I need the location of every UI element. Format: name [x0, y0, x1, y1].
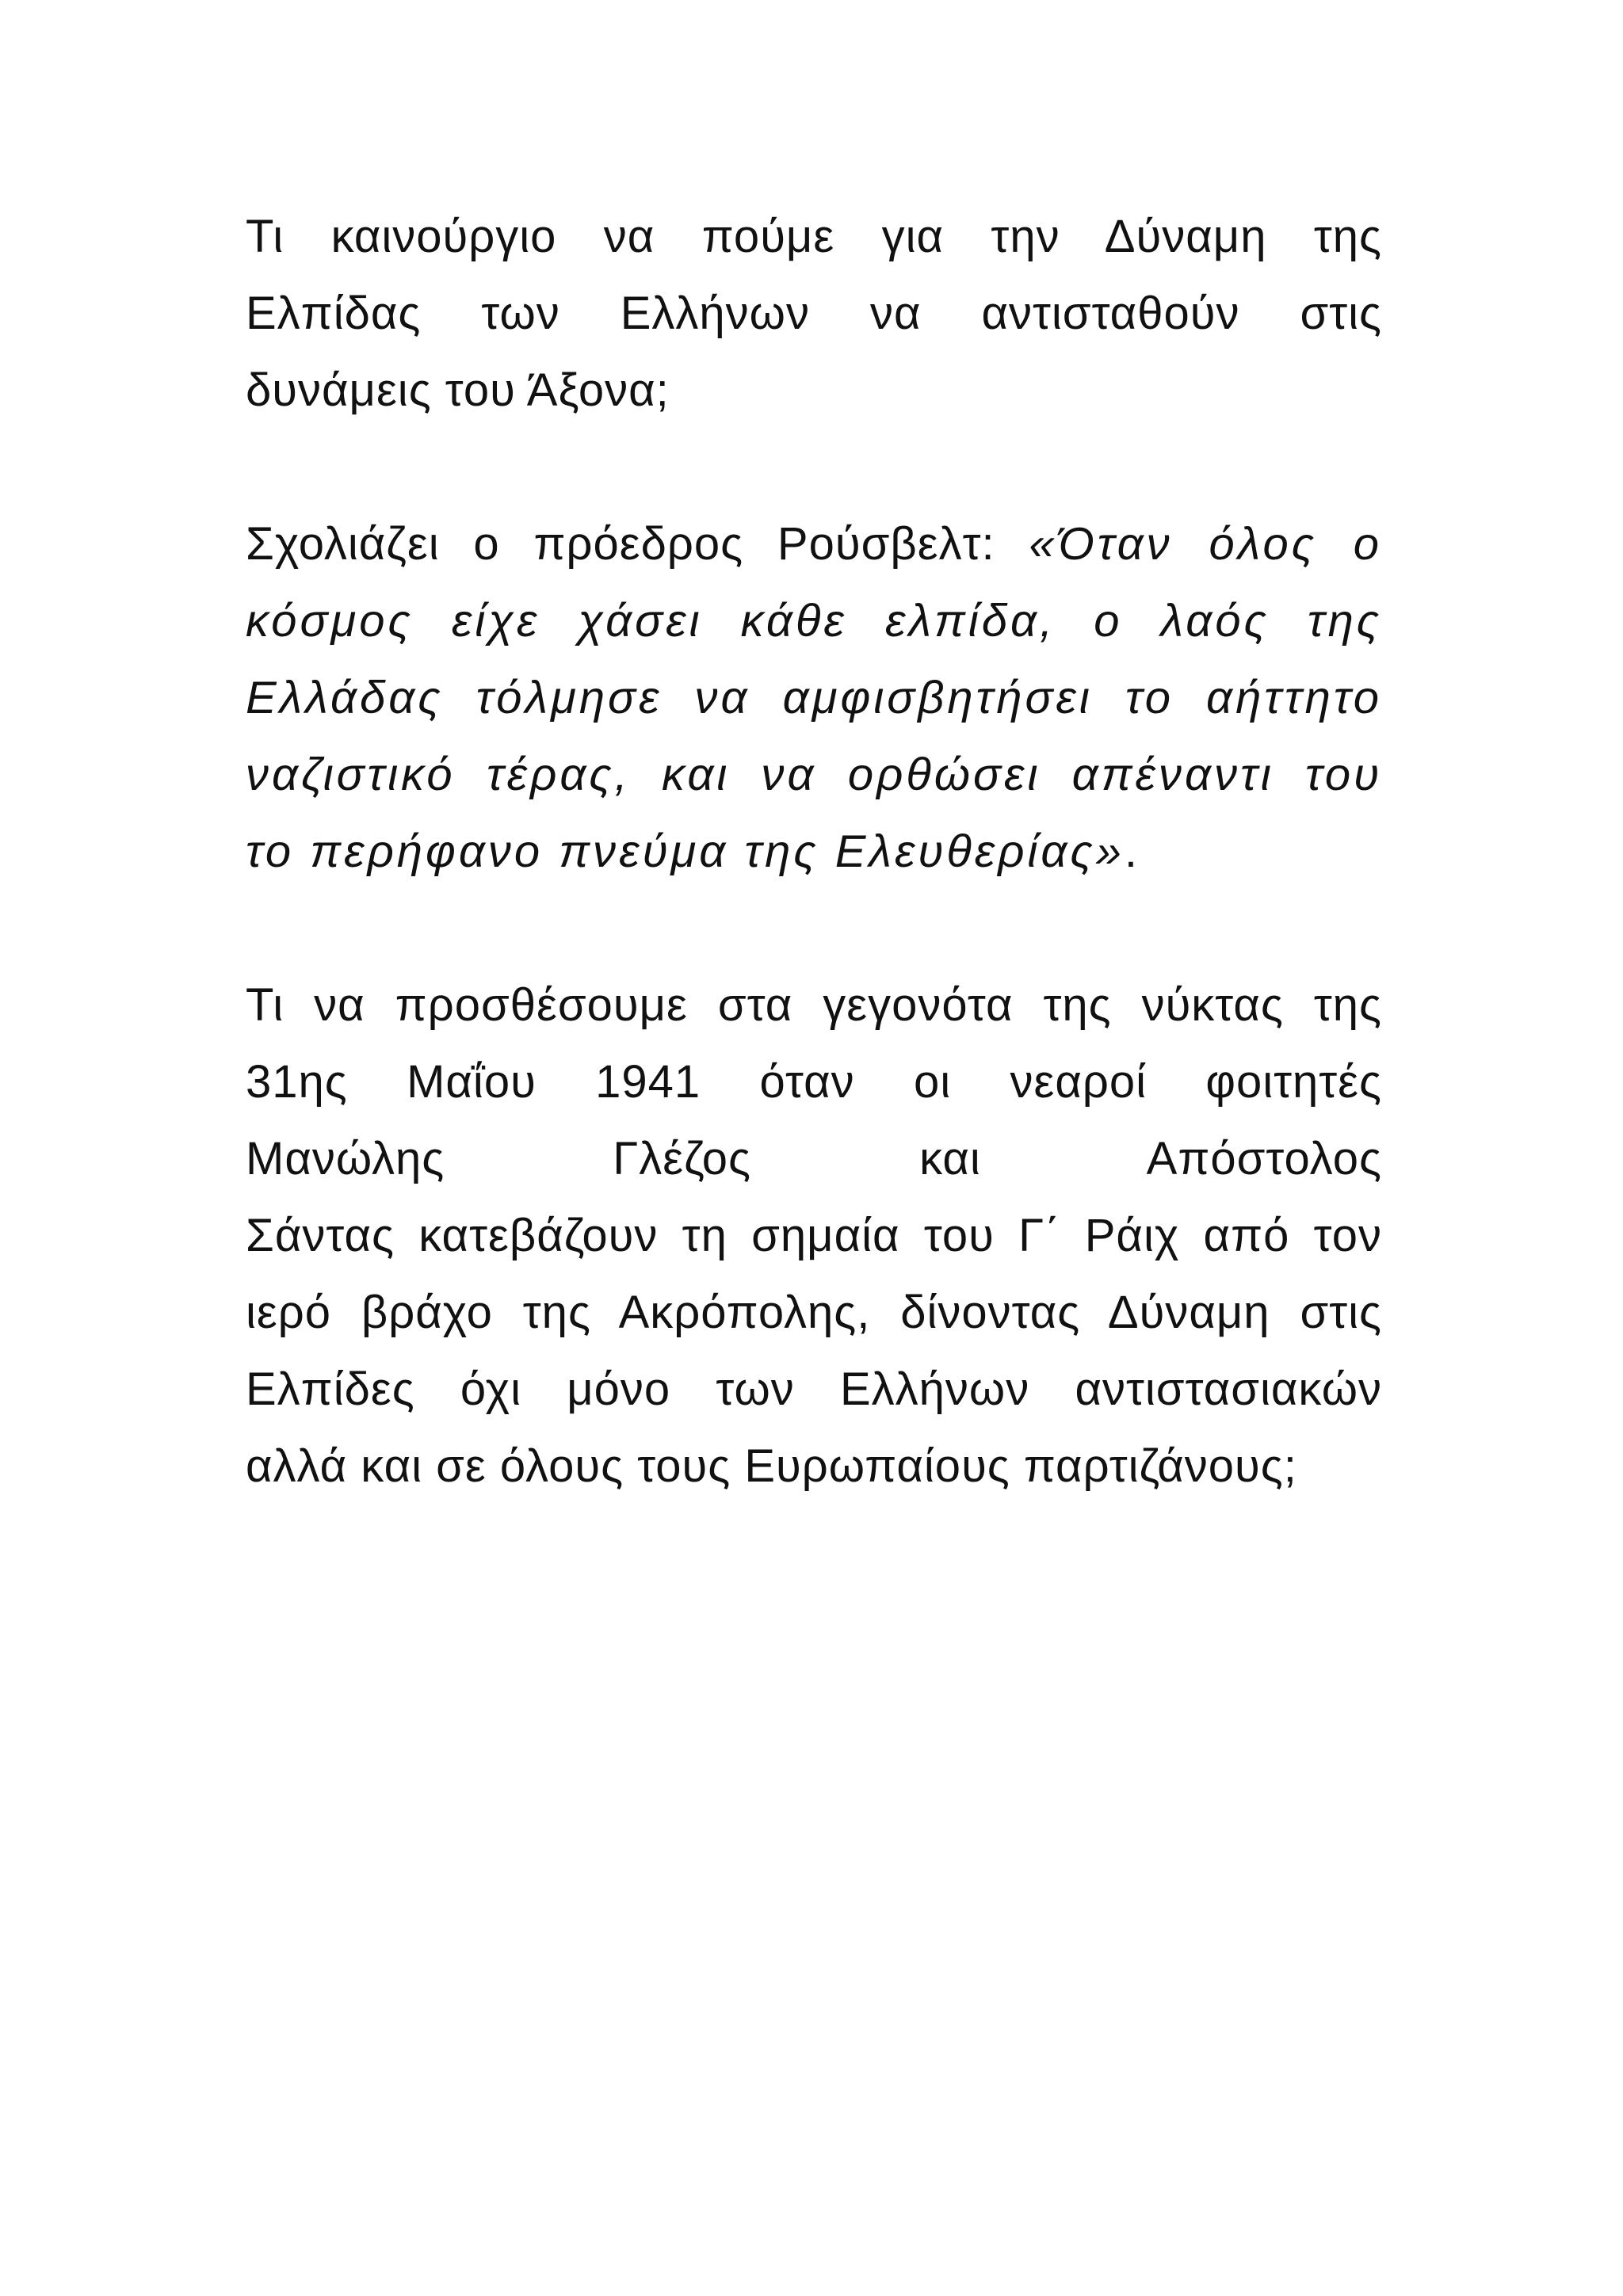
text-line: Μανώλης Γλέζος και Απόστολος [246, 1133, 1382, 1184]
roosevelt-quote-start: «Όταν όλος ο [1029, 518, 1382, 570]
paragraph-end: . [1124, 826, 1139, 877]
text-line: Σάντας κατεβάζουν τη σημαία του Γ΄ Ράιχ από τον [246, 1210, 1382, 1261]
paragraph-1 [246, 198, 1382, 429]
text-line [246, 505, 1382, 582]
paragraph-intro: Σχολιάζει ο πρόεδρος Ρούσβελτ: [246, 518, 1029, 570]
text-line: Ελπίδας των Ελλήνων να αντισταθούν στις [246, 288, 1382, 339]
text-line: ιερό βράχο της Ακρόπολης, δίνοντας Δύναμη στις [246, 1287, 1382, 1338]
quote-line: ναζιστικό τέρας, και να ορθώσει απέναντι του [246, 749, 1382, 800]
quote-line: κόσμος είχε χάσει κάθε ελπίδα, ο λαός της [246, 595, 1382, 646]
paragraph-2 [246, 505, 1382, 890]
text-line [246, 813, 1382, 890]
quote-line: το περήφανο πνεύμα της Ελευθερίας» [246, 826, 1125, 877]
text-line: δυνάμεις του Άξονα; [246, 364, 670, 416]
text-line: Τι καινούργιο να πούμε για την Δύναμη της [246, 211, 1382, 262]
text-line: Τι να προσθέσουμε στα γεγονότα της νύκτας της [246, 979, 1382, 1031]
text-line: 31ης Μαΐου 1941 όταν οι νεαροί φοιτητές [246, 1056, 1382, 1108]
text-line: Ελπίδες όχι μόνο των Ελλήνων αντιστασιακών [246, 1363, 1382, 1415]
text-line: αλλά και σε όλους τους Ευρωπαίους παρτιζάνους; [246, 1440, 1297, 1492]
paragraph-3 [246, 967, 1382, 1505]
document-body [246, 198, 1382, 1505]
quote-line: Ελλάδας τόλμησε να αμφισβητήσει το αήττητο [246, 672, 1382, 723]
